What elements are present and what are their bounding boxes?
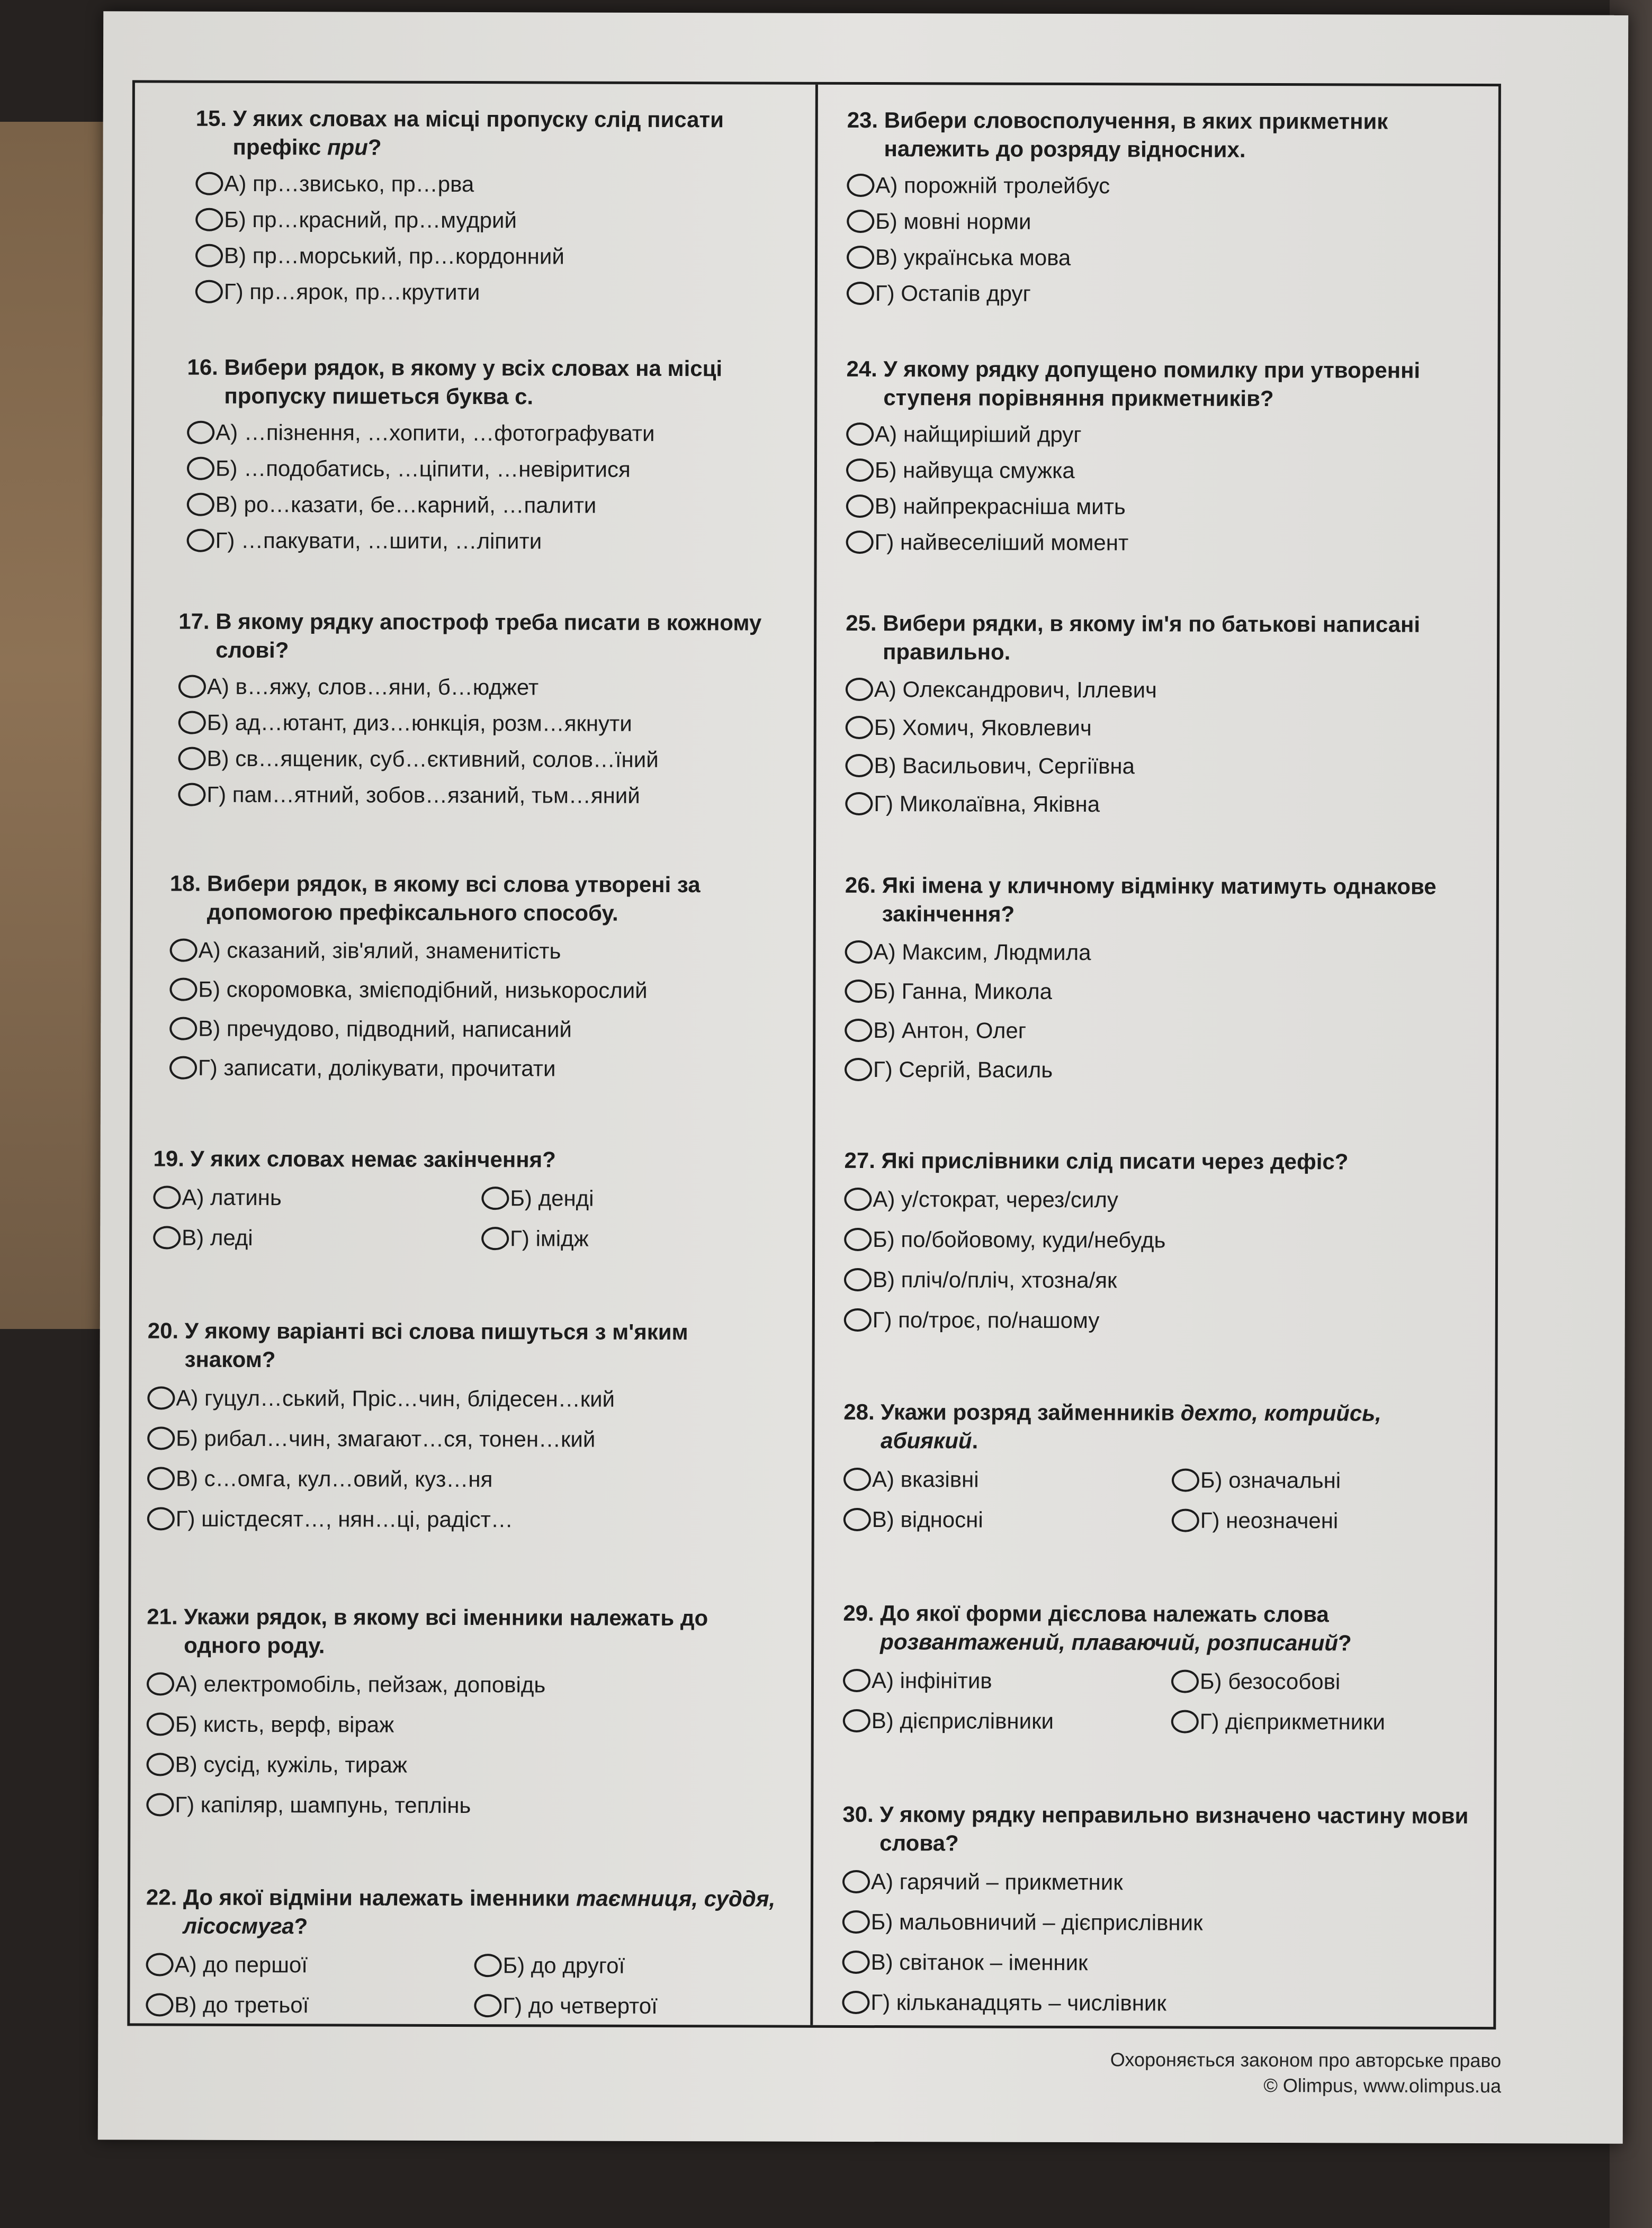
answer-option[interactable]: Г) кільканадцять – числівник — [842, 1982, 1483, 2024]
question-24 — [846, 355, 1487, 562]
answer-bubble[interactable] — [844, 1188, 872, 1211]
answer-bubble[interactable] — [146, 1793, 174, 1816]
answer-option[interactable]: А) електромобіль, пейзаж, доповідь — [147, 1664, 782, 1705]
answer-bubble[interactable] — [845, 980, 872, 1003]
answer-option[interactable]: А) Максим, Людмила — [845, 932, 1486, 973]
answer-option[interactable]: А) порожній тролейбус — [847, 167, 1487, 205]
answer-bubble[interactable] — [147, 1753, 174, 1776]
answer-bubble[interactable] — [178, 747, 206, 770]
question-title: 19. У яких словах немає закінчення? — [153, 1146, 556, 1172]
answer-option[interactable]: Б) рибал…чин, змагают…ся, тонен…кий — [147, 1418, 783, 1460]
question-title: 23. Вибери словосполучення, в яких прикметник належить до розряду відносних. — [847, 107, 1388, 162]
question-title: 15. У яких словах на місці пропуску слід писати префікс при? — [195, 105, 724, 160]
question-18 — [169, 869, 784, 1089]
answer-bubble[interactable] — [847, 210, 874, 233]
question-28 — [843, 1398, 1485, 1541]
answer-option[interactable]: Г) Остапів друг — [847, 275, 1487, 313]
question-title: 28. Укажи розряд займенників дехто, котрийсь, абиякий. — [843, 1399, 1381, 1453]
answer-option[interactable]: А) гарячий – прикметник — [842, 1862, 1483, 1903]
question-23 — [847, 106, 1488, 313]
answer-option[interactable]: Б) мовні норми — [847, 203, 1487, 241]
answer-bubble[interactable] — [847, 246, 874, 269]
answer-option[interactable]: В) сусід, кужіль, тираж — [146, 1744, 782, 1786]
answer-option[interactable]: Б) Ганна, Микола — [845, 972, 1485, 1012]
question-17 — [178, 607, 782, 814]
answer-bubble[interactable] — [1172, 1469, 1199, 1492]
answer-option[interactable]: В) світанок – іменник — [842, 1942, 1483, 1984]
question-20 — [147, 1316, 783, 1540]
answer-bubble[interactable] — [153, 1185, 181, 1209]
answer-bubble[interactable] — [178, 675, 206, 698]
answer-option[interactable]: Б) …подобатись, …ціпити, …невіритися — [187, 451, 785, 488]
publisher-line: © Olimpus, www.olimpus.ua — [1263, 2074, 1502, 2097]
answer-bubble[interactable] — [843, 1709, 870, 1732]
question-22 — [146, 1883, 782, 2026]
answer-bubble[interactable] — [845, 1058, 872, 1081]
question-15 — [195, 104, 789, 311]
answer-bubble[interactable] — [1171, 1710, 1199, 1733]
answer-option[interactable]: Г) записати, долікувати, прочитати — [169, 1048, 784, 1089]
answer-bubble[interactable] — [147, 1672, 174, 1695]
answer-option[interactable]: В) пречудово, підводний, написаний — [169, 1009, 784, 1050]
answer-bubble[interactable] — [147, 1507, 175, 1530]
answer-bubble[interactable] — [187, 457, 214, 480]
answer-option[interactable]: Г) Миколаївна, Яківна — [845, 785, 1486, 824]
question-title: 27. Які прислівники слід писати через дефіс? — [844, 1147, 1349, 1174]
question-title: 20. У якому варіанті всі слова пишуться з м'яким знаком? — [147, 1318, 688, 1372]
answer-bubble[interactable] — [195, 172, 223, 195]
answer-bubble[interactable] — [844, 1308, 872, 1332]
answer-option[interactable]: Б) кисть, верф, віраж — [147, 1704, 782, 1746]
answer-option[interactable]: В) українська мова — [847, 239, 1487, 277]
answer-option[interactable]: Г) пам…ятний, зобов…язаний, тьм…яний — [178, 777, 782, 814]
emphasis-text: таємниця, суддя, лісосмуга — [183, 1885, 776, 1939]
answer-option[interactable]: В) пр…морський, пр…кордонний — [195, 238, 788, 275]
answer-option[interactable]: А) інфінітив — [843, 1660, 1171, 1702]
answer-bubble[interactable] — [169, 978, 197, 1001]
answer-bubble[interactable] — [147, 1712, 174, 1736]
answer-bubble[interactable] — [187, 493, 214, 516]
emphasis-text: при — [327, 134, 368, 160]
answer-option[interactable]: В) відносні — [843, 1499, 1172, 1541]
question-27 — [844, 1146, 1485, 1342]
answer-option[interactable]: Г) Сергій, Василь — [845, 1050, 1485, 1091]
answer-option[interactable]: Б) найвуща смужка — [846, 452, 1487, 490]
question-title: 26. Які імена у кличному відмінку матимуть однакове закінчення? — [845, 872, 1436, 927]
answer-bubble[interactable] — [842, 1951, 870, 1974]
copyright-notice: Охороняється законом про авторське право — [1110, 2049, 1502, 2072]
answer-bubble[interactable] — [845, 754, 873, 777]
answer-bubble[interactable] — [845, 792, 873, 815]
answer-option[interactable]: Б) безособові — [1171, 1661, 1484, 1703]
answer-option[interactable]: Б) Хомич, Яковлевич — [846, 708, 1486, 748]
answer-bubble[interactable] — [474, 1954, 502, 1977]
answer-bubble[interactable] — [146, 1993, 173, 2016]
answer-option[interactable]: А) до першої — [146, 1944, 474, 1986]
answer-option[interactable]: В) ро…казати, бе…карний, …палити — [187, 487, 785, 524]
answer-option[interactable]: В) с…омга, кул…овий, куз…ня — [147, 1458, 783, 1500]
answer-bubble[interactable] — [846, 716, 873, 739]
copyright-footer — [1110, 2047, 1502, 2099]
answer-bubble[interactable] — [844, 1268, 872, 1291]
answer-option[interactable]: А) найщиріший друг — [846, 416, 1487, 454]
answer-bubble[interactable] — [846, 423, 874, 446]
answer-option[interactable]: Г) до четвертої — [474, 1986, 786, 2027]
question-16 — [187, 353, 786, 560]
answer-option[interactable]: Б) денді — [481, 1178, 794, 1219]
answer-bubble[interactable] — [843, 1468, 871, 1491]
answer-bubble[interactable] — [845, 940, 873, 964]
answer-option[interactable]: Г) шістдесят…, нян…ці, радіст… — [147, 1498, 783, 1540]
answer-option[interactable]: В) Антон, Олег — [845, 1011, 1485, 1052]
answer-option[interactable]: Г) капіляр, шампунь, теплінь — [146, 1784, 782, 1826]
question-title: 30. У якому рядку неправильно визначено частину мови слова? — [842, 1801, 1469, 1856]
answer-bubble[interactable] — [846, 459, 874, 482]
answer-option[interactable]: Б) пр…красний, пр…мудрий — [195, 202, 788, 239]
answer-bubble[interactable] — [147, 1426, 175, 1450]
answer-option[interactable]: Б) по/бойовому, куди/небудь — [844, 1219, 1485, 1261]
answer-bubble[interactable] — [481, 1227, 509, 1250]
answer-bubble[interactable] — [847, 282, 874, 305]
answer-option[interactable]: Г) …пакувати, …шити, …ліпити — [187, 523, 785, 560]
answer-option[interactable]: А) Олександрович, Іллевич — [846, 670, 1486, 710]
answer-bubble[interactable] — [842, 1910, 870, 1934]
answer-bubble[interactable] — [842, 1991, 869, 2014]
answer-bubble[interactable] — [1171, 1670, 1199, 1693]
question-26 — [845, 871, 1486, 1091]
question-25 — [845, 609, 1486, 824]
question-title: 17. В якому рядку апостроф треба писати в кожному слові? — [178, 608, 762, 663]
answer-bubble[interactable] — [195, 244, 223, 267]
answer-option[interactable]: В) найпрекрасніша мить — [846, 488, 1487, 526]
answer-bubble[interactable] — [474, 1994, 501, 2017]
answer-option[interactable]: В) леді — [153, 1217, 481, 1259]
answer-option[interactable]: Г) найвеселіший момент — [846, 524, 1487, 562]
answer-option[interactable]: Г) пр…ярок, пр…крутити — [195, 274, 788, 311]
answer-bubble[interactable] — [187, 529, 214, 552]
answer-option[interactable]: Б) мальовничий – дієприслівник — [842, 1902, 1483, 1944]
answer-option[interactable]: А) у/стократ, через/силу — [844, 1179, 1485, 1221]
question-title: 18. Вибери рядок, в якому всі слова утворені за допомогою префіксального способу. — [169, 870, 701, 926]
answer-option[interactable]: Б) ад…ютант, диз…юнкція, розм…якнути — [178, 705, 782, 742]
answer-bubble[interactable] — [846, 495, 874, 518]
answer-bubble[interactable] — [845, 1019, 872, 1042]
answer-bubble[interactable] — [153, 1226, 181, 1249]
answer-bubble[interactable] — [170, 939, 197, 962]
answer-bubble[interactable] — [195, 208, 223, 231]
answer-option[interactable]: А) вказівні — [843, 1459, 1172, 1501]
answer-option[interactable]: А) в…яжу, слов…яни, б…юджет — [178, 669, 782, 706]
answer-option[interactable]: Г) по/троє, по/нашому — [844, 1300, 1485, 1342]
answer-bubble[interactable] — [169, 1056, 197, 1080]
question-21 — [146, 1602, 782, 1826]
answer-option[interactable]: В) св…ященик, суб…єктивний, солов…їний — [178, 741, 782, 778]
answer-bubble[interactable] — [846, 678, 873, 701]
answer-bubble[interactable] — [481, 1187, 509, 1210]
answer-bubble[interactable] — [843, 1669, 870, 1692]
answer-bubble[interactable] — [847, 174, 874, 197]
answer-option[interactable]: А) пр…звисько, пр…рва — [195, 166, 788, 203]
answer-bubble[interactable] — [195, 280, 223, 303]
question-19 — [153, 1144, 784, 1259]
answer-option[interactable]: В) дієприслівники — [843, 1701, 1171, 1742]
answer-bubble[interactable] — [178, 711, 206, 734]
answer-option[interactable]: В) Васильович, Сергіївна — [845, 747, 1486, 786]
question-title: 29. До якої форми дієслова належать слова розвантажений, плаваючий, розписаний? — [843, 1600, 1352, 1656]
answer-bubble[interactable] — [147, 1386, 175, 1409]
answer-option[interactable]: В) пліч/о/пліч, хтозна/як — [844, 1260, 1485, 1301]
question-title: 25. Вибери рядки, в якому ім'я по батькові написані правильно. — [846, 610, 1421, 664]
answer-bubble[interactable] — [146, 1953, 174, 1976]
answer-bubble[interactable] — [187, 421, 214, 444]
answer-option[interactable]: Г) дієприкметники — [1171, 1702, 1484, 1743]
test-sheet — [98, 11, 1629, 2144]
answer-option[interactable]: А) …пізнення, …хопити, …фотографувати — [187, 415, 785, 452]
answer-option[interactable]: А) латинь — [153, 1177, 481, 1218]
answer-option[interactable]: Г) імідж — [481, 1218, 794, 1260]
question-30 — [842, 1800, 1483, 2024]
answer-bubble[interactable] — [843, 1508, 871, 1531]
emphasis-text: дехто, котрийсь, абиякий — [881, 1400, 1381, 1453]
answer-option[interactable]: В) до третьої — [146, 1984, 474, 2026]
question-title: 24. У якому рядку допущено помилку при утворенні ступеня порівняння прикметників? — [846, 356, 1421, 411]
emphasis-text: розвантажений, плаваючий, розписаний — [880, 1629, 1339, 1656]
question-29 — [843, 1599, 1484, 1742]
answer-option[interactable]: Б) до другої — [474, 1945, 787, 1987]
answer-bubble[interactable] — [147, 1467, 175, 1490]
answer-bubble[interactable] — [169, 1017, 197, 1040]
answer-option[interactable]: Б) означальні — [1172, 1460, 1484, 1502]
answer-bubble[interactable] — [178, 783, 205, 806]
answer-bubble[interactable] — [1172, 1509, 1199, 1532]
question-title: 16. Вибери рядок, в якому у всіх словах на місці пропуску пишеться буква с. — [187, 354, 723, 409]
questions-frame — [127, 80, 1501, 2029]
question-title: 21. Укажи рядок, в якому всі іменники належать до одного роду. — [147, 1604, 708, 1658]
answer-option[interactable]: Б) скоромовка, змієподібний, низькорослий — [169, 970, 784, 1011]
answer-option[interactable]: Г) неозначені — [1172, 1501, 1484, 1542]
answer-option[interactable]: А) гуцул…ський, Пріс…чин, блідесен…кий — [147, 1378, 783, 1420]
answer-bubble[interactable] — [842, 1870, 870, 1893]
question-title: 22. До якої відміни належать іменники таємниця, суддя, лісосмуга? — [146, 1884, 776, 1939]
column-divider — [810, 85, 818, 2025]
answer-option[interactable]: А) сказаний, зів'ялий, знаменитість — [170, 931, 784, 972]
answer-bubble[interactable] — [844, 1228, 872, 1251]
answer-bubble[interactable] — [846, 531, 874, 554]
